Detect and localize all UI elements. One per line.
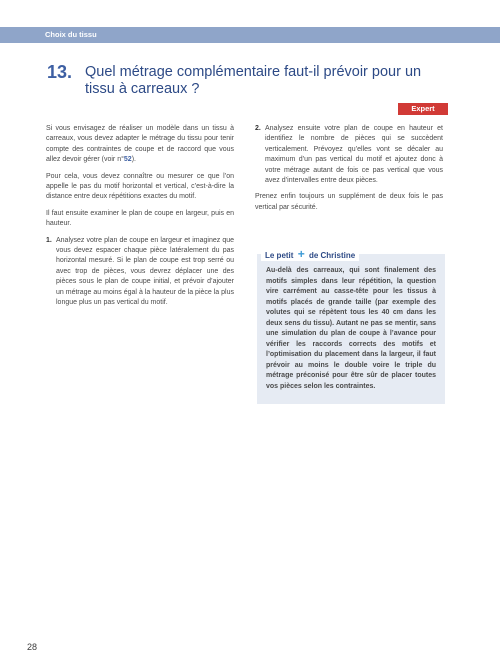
- step-number: 2.: [255, 125, 261, 132]
- cross-reference-number: 52: [123, 156, 132, 164]
- section-label: Choix du tissu: [45, 30, 97, 39]
- tip-box-body: Au-delà des carreaux, qui sont finalement des motifs simples dans leur répétition, la question vire carrément au casse-tête pour les tissus à motifs placés de grande taille (par exemple des volutes qui se répètent tous les 40 cm dans les deux sens du tissu). Autant ne pas se mentir, sans une simulation du plan de coupe à l’avance pour vérifier les raccords corrects des motifs et l’optimisation du placement dans la largeur, il faut prévoir au moins le double voire le triple du métrage préconisé pour être sûr de placer toutes vos pièces selon les contraintes.: [266, 267, 436, 390]
- plus-icon: +: [297, 247, 305, 261]
- left-column: [46, 124, 234, 315]
- numbered-step-2: [255, 124, 443, 186]
- step-text: Analysez ensuite votre plan de coupe en hauteur et identifiez le nombre de pièces qui se succèdent verticalement. Prévoyez qu’elles vont se décaler au maximum d’un pas vertical du motif et ajoutez donc à votre métrage autant de fois ce pas vertical que vous avez d’intervalles entre deux pièces.: [265, 125, 443, 185]
- tip-box-title: Le petit + de Christine: [261, 247, 359, 261]
- pattern-repeat-paragraph: Pour cela, vous devez connaître ou mesurer ce que l’on appelle le pas du motif horizontal et vertical, c’est-à-dire la distance entre deux répétitions exactes du motif.: [46, 172, 234, 201]
- safety-margin-paragraph: Prenez enfin toujours un supplément de deux fois le pas vertical par sécurité.: [255, 193, 443, 211]
- section-header-band: [0, 27, 500, 43]
- question-title: Quel métrage complémentaire faut-il prévoir pour un tissu à carreaux ?: [85, 64, 422, 97]
- question-number: 13.: [47, 62, 73, 82]
- level-badge: Expert: [398, 103, 448, 115]
- step-number: 1.: [46, 236, 52, 244]
- tip-box: [257, 247, 445, 404]
- page-number: 28: [27, 642, 38, 652]
- cutting-plan-paragraph: Il faut ensuite examiner le plan de coupe en largeur, puis en hauteur.: [46, 209, 234, 228]
- step-text: Analysez votre plan de coupe en largeur et imaginez que vous devez espacer chaque pièce latéralement du pas horizontal mesuré. Si le plan de coupe est trop serré ou avec trop de pièces, vous devrez déplacer une des pièces sous le plan de coupe initial, et prévoir d’ajouter un métrage au moins égal à la hauteur de la pièce la plus longue plus un pas vertical du motif.: [56, 236, 234, 307]
- numbered-step-1: [46, 236, 234, 309]
- intro-paragraph: Si vous envisagez de réaliser un modèle dans un tissu à carreaux, vous devez adapter le métrage du tissu pour tenir compte des contraintes de coupe et de raccord que vous allez devoir gérer (voir n°52).: [46, 125, 234, 164]
- right-column: [255, 124, 443, 219]
